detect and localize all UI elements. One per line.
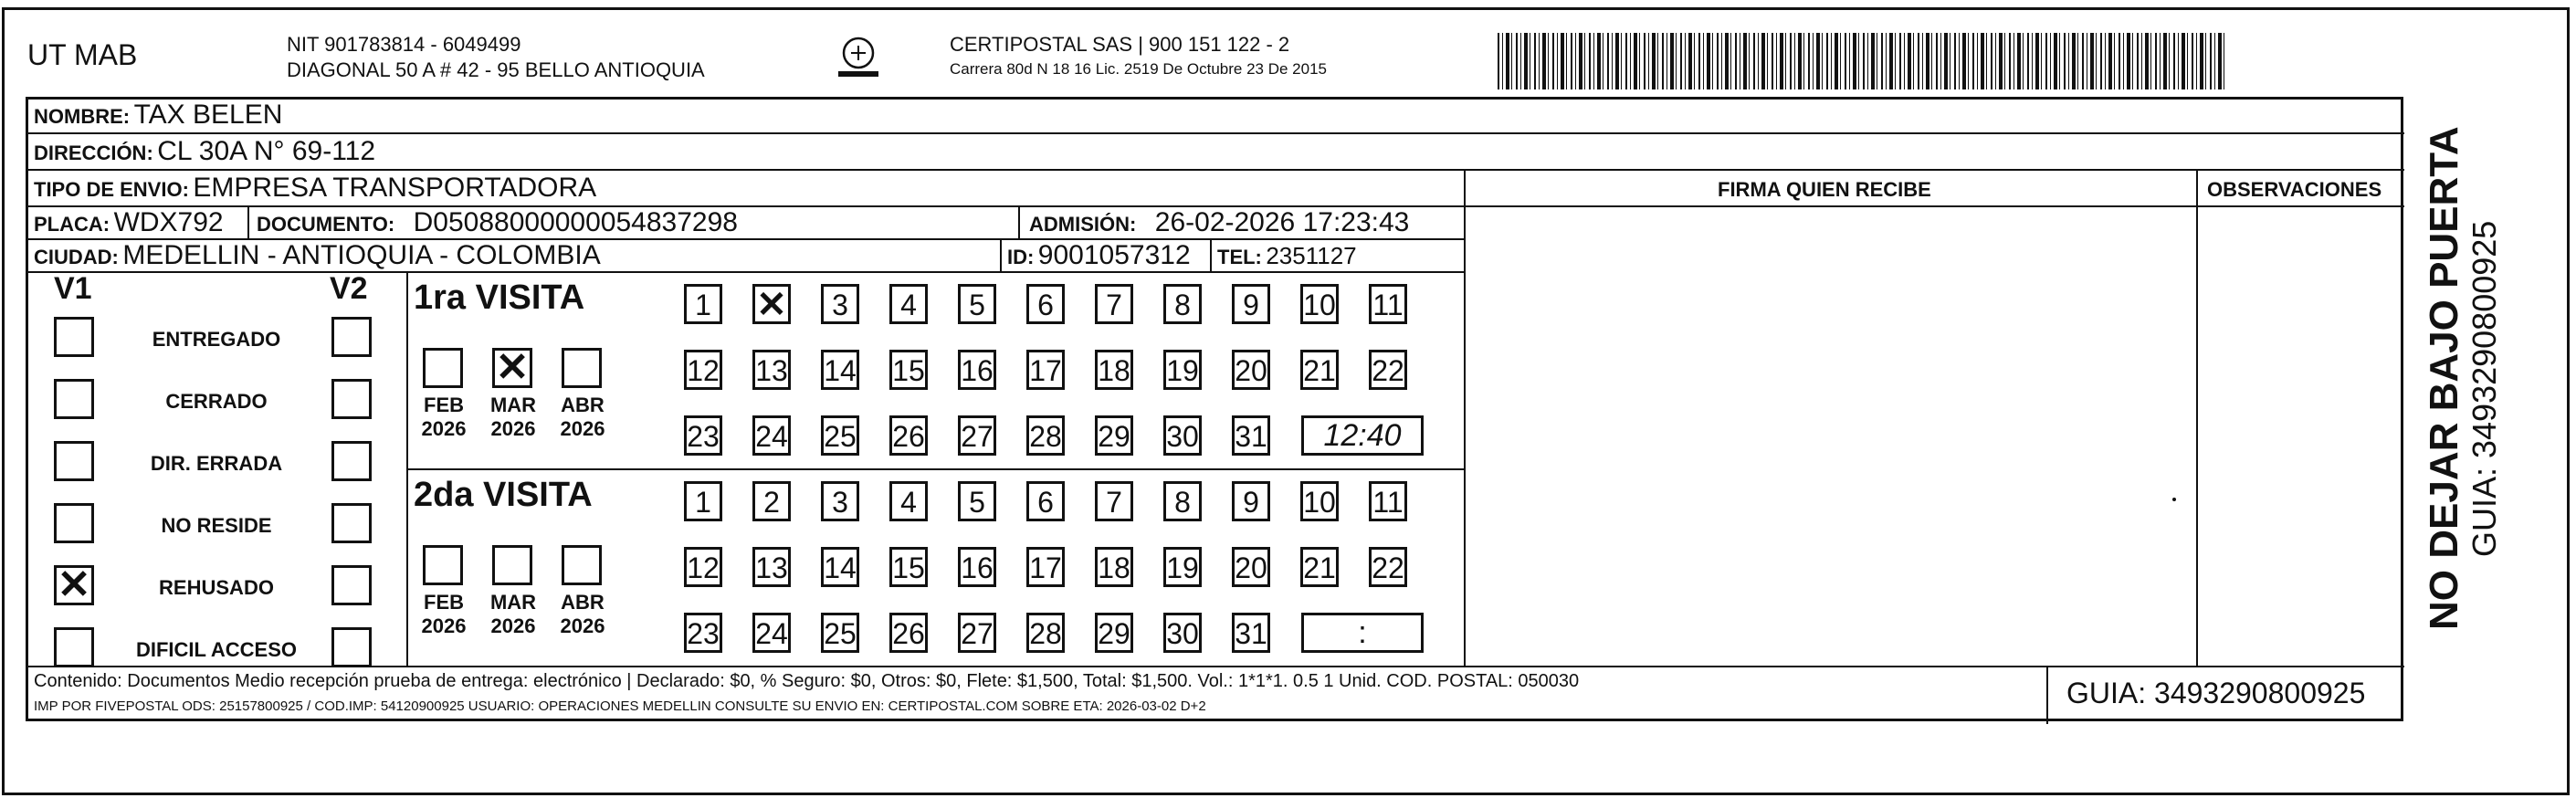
- first-visit-day-14[interactable]: 14: [821, 350, 859, 390]
- second-visit-month-label-abr: ABR 2026: [560, 591, 605, 637]
- second-visit-day-1[interactable]: 1: [684, 481, 722, 521]
- v2-checkbox-entregado[interactable]: [331, 317, 372, 357]
- first-visit-month-label-mar: MAR 2026: [489, 394, 537, 440]
- first-visit-day-26[interactable]: 26: [889, 415, 928, 456]
- first-visit-day-15[interactable]: 15: [889, 350, 928, 390]
- first-visit-day-2[interactable]: ✕: [752, 284, 791, 324]
- second-visit-day-26[interactable]: 26: [889, 613, 928, 653]
- second-visit-day-19[interactable]: 19: [1163, 547, 1202, 587]
- first-visit-day-3[interactable]: 3: [821, 284, 859, 324]
- second-visit-day-18[interactable]: 18: [1095, 547, 1133, 587]
- second-visit-day-21[interactable]: 21: [1300, 547, 1339, 587]
- second-visit-month-checkbox-mar[interactable]: [492, 545, 532, 585]
- second-visit-day-28[interactable]: 28: [1026, 613, 1065, 653]
- first-visit-month-checkbox-feb[interactable]: [423, 348, 463, 388]
- second-visit-day-10[interactable]: 10: [1300, 481, 1339, 521]
- second-visit-day-12[interactable]: 12: [684, 547, 722, 587]
- first-visit-month-checkbox-abr[interactable]: [562, 348, 602, 388]
- first-visit-day-11[interactable]: 11: [1369, 284, 1407, 324]
- first-visit-day-5[interactable]: 5: [958, 284, 996, 324]
- first-visit-day-31[interactable]: 31: [1232, 415, 1270, 456]
- status-label-rehusado: REHUSADO: [159, 576, 274, 599]
- second-visit-day-9[interactable]: 9: [1232, 481, 1270, 521]
- placa-label: PLACA:: [34, 213, 110, 236]
- status-label-dir-errada: DIR. ERRADA: [150, 452, 283, 475]
- first-visit-day-8[interactable]: 8: [1163, 284, 1202, 324]
- first-visit-title: 1ra VISITA: [414, 278, 585, 317]
- firma-label: FIRMA QUIEN RECIBE: [1718, 178, 1931, 201]
- observaciones-label: OBSERVACIONES: [2207, 178, 2382, 201]
- second-visit-month-checkbox-abr[interactable]: [562, 545, 602, 585]
- v1-checkbox-dir-errada[interactable]: [54, 441, 94, 481]
- direccion-value: CL 30A N° 69-112: [157, 136, 376, 166]
- second-visit-title: 2da VISITA: [414, 476, 593, 514]
- tipo-envio-label: TIPO DE ENVIO:: [34, 178, 189, 201]
- second-visit-day-3[interactable]: 3: [821, 481, 859, 521]
- second-visit-day-8[interactable]: 8: [1163, 481, 1202, 521]
- carrier-license: Carrera 80d N 18 16 Lic. 2519 De Octubre 23 De 2015: [950, 60, 1327, 78]
- first-visit-day-13[interactable]: 13: [752, 350, 791, 390]
- v1-checkbox-entregado[interactable]: [54, 317, 94, 357]
- delivery-form: [26, 97, 2403, 721]
- nombre-value: TAX BELEN: [133, 100, 283, 130]
- footer-guia: GUIA: 3493290800925: [2066, 677, 2366, 709]
- status-label-dificil-acceso: DIFICIL ACCESO: [135, 638, 297, 661]
- documento-label: DOCUMENTO:: [257, 213, 395, 236]
- second-visit-day-5[interactable]: 5: [958, 481, 996, 521]
- second-visit-day-6[interactable]: 6: [1026, 481, 1065, 521]
- carrier-name: CERTIPOSTAL SAS | 900 151 122 - 2: [950, 33, 1290, 56]
- first-visit-day-29[interactable]: 29: [1095, 415, 1133, 456]
- second-visit-day-14[interactable]: 14: [821, 547, 859, 587]
- second-visit-day-23[interactable]: 23: [684, 613, 722, 653]
- second-visit-day-31[interactable]: 31: [1232, 613, 1270, 653]
- second-visit-time-field[interactable]: :: [1301, 613, 1424, 653]
- second-visit-day-20[interactable]: 20: [1232, 547, 1270, 587]
- v1-header: V1: [54, 271, 92, 306]
- footer-content: Contenido: Documentos Medio recepción prueba de entrega: electrónico | Declarado: $0, % Seguro: $0, Otros: $0, Flete: $1,500, Total: $1,500. Vol.: 1*1*1. 0.5 1 Unid. COD. POSTAL: 050030: [34, 671, 1580, 691]
- second-visit-day-7[interactable]: 7: [1095, 481, 1133, 521]
- admision-value: 26-02-2026 17:23:43: [1154, 207, 1410, 237]
- first-visit-month-checkbox-mar[interactable]: ✕: [492, 348, 532, 388]
- second-visit-day-29[interactable]: 29: [1095, 613, 1133, 653]
- second-visit-day-27[interactable]: 27: [958, 613, 996, 653]
- first-visit-day-16[interactable]: 16: [958, 350, 996, 390]
- first-visit-time-field[interactable]: 12:40: [1301, 415, 1424, 456]
- second-visit-day-17[interactable]: 17: [1026, 547, 1065, 587]
- tipo-envio-value: EMPRESA TRANSPORTADORA: [193, 173, 597, 203]
- first-visit-day-28[interactable]: 28: [1026, 415, 1065, 456]
- first-visit-day-4[interactable]: 4: [889, 284, 928, 324]
- v2-checkbox-no-reside[interactable]: [331, 503, 372, 543]
- second-visit-day-24[interactable]: 24: [752, 613, 791, 653]
- side-warning: NO DEJAR BAJO PUERTA: [2422, 126, 2466, 630]
- v2-checkbox-dir-errada[interactable]: [331, 441, 372, 481]
- v1-checkbox-no-reside[interactable]: [54, 503, 94, 543]
- side-guia: GUIA: 3493290800925: [2466, 220, 2503, 557]
- first-visit-day-6[interactable]: 6: [1026, 284, 1065, 324]
- company-address: DIAGONAL 50 A # 42 - 95 BELLO ANTIOQUIA: [287, 58, 705, 81]
- second-visit-day-2[interactable]: 2: [752, 481, 791, 521]
- second-visit-month-checkbox-feb[interactable]: [423, 545, 463, 585]
- second-visit-day-13[interactable]: 13: [752, 547, 791, 587]
- ciudad-label: CIUDAD:: [34, 246, 119, 268]
- v2-checkbox-dificil-acceso[interactable]: [331, 627, 372, 667]
- first-visit-day-22[interactable]: 22: [1369, 350, 1407, 390]
- first-visit-day-17[interactable]: 17: [1026, 350, 1065, 390]
- company-name: UT MAB: [27, 38, 138, 71]
- footer-imp: IMP POR FIVEPOSTAL ODS: 25157800925 / COD.IMP: 54120900925 USUARIO: OPERACIONES MEDELLIN CONSULTE SU ENVIO EN: CERTIPOSTAL.COM SOBRE ETA: 2026-03-02 D+2: [34, 698, 1206, 714]
- second-visit-day-30[interactable]: 30: [1163, 613, 1202, 653]
- first-visit-day-21[interactable]: 21: [1300, 350, 1339, 390]
- first-visit-day-19[interactable]: 19: [1163, 350, 1202, 390]
- second-visit-month-label-mar: MAR 2026: [489, 591, 537, 637]
- first-visit-day-1[interactable]: 1: [684, 284, 722, 324]
- second-visit-day-4[interactable]: 4: [889, 481, 928, 521]
- first-visit-day-10[interactable]: 10: [1300, 284, 1339, 324]
- v2-checkbox-cerrado[interactable]: [331, 379, 372, 419]
- direccion-label: DIRECCIÓN:: [34, 142, 153, 164]
- admision-label: ADMISIÓN:: [1029, 213, 1137, 236]
- second-visit-day-16[interactable]: 16: [958, 547, 996, 587]
- v1-checkbox-cerrado[interactable]: [54, 379, 94, 419]
- second-visit-day-15[interactable]: 15: [889, 547, 928, 587]
- first-visit-day-18[interactable]: 18: [1095, 350, 1133, 390]
- first-visit-day-7[interactable]: 7: [1095, 284, 1133, 324]
- first-visit-month-label-abr: ABR 2026: [560, 394, 605, 440]
- nombre-label: NOMBRE:: [34, 105, 131, 128]
- first-visit-day-20[interactable]: 20: [1232, 350, 1270, 390]
- status-label-entregado: ENTREGADO: [152, 328, 281, 351]
- first-visit-day-9[interactable]: 9: [1232, 284, 1270, 324]
- certipostal-logo-icon: [833, 33, 884, 84]
- placa-value: WDX792: [113, 207, 224, 237]
- first-visit-day-25[interactable]: 25: [821, 415, 859, 456]
- documento-value: D05088000000054837298: [413, 207, 738, 237]
- first-visit-day-24[interactable]: 24: [752, 415, 791, 456]
- v2-header: V2: [330, 271, 368, 306]
- id-value: 9001057312: [1037, 240, 1191, 270]
- second-visit-day-25[interactable]: 25: [821, 613, 859, 653]
- v2-checkbox-rehusado[interactable]: [331, 565, 372, 605]
- first-visit-day-23[interactable]: 23: [684, 415, 722, 456]
- first-visit-month-label-feb: FEB 2026: [421, 394, 467, 440]
- first-visit-day-30[interactable]: 30: [1163, 415, 1202, 456]
- tel-label: TEL:: [1217, 246, 1262, 268]
- v1-checkbox-rehusado[interactable]: ✕: [54, 565, 94, 605]
- status-label-no-reside: NO RESIDE: [161, 514, 272, 537]
- ciudad-value: MEDELLIN - ANTIOQUIA - COLOMBIA: [122, 240, 601, 270]
- id-label: ID:: [1007, 246, 1035, 268]
- second-visit-month-label-feb: FEB 2026: [421, 591, 467, 637]
- barcode-image: [1498, 33, 2228, 89]
- second-visit-day-11[interactable]: 11: [1369, 481, 1407, 521]
- first-visit-day-27[interactable]: 27: [958, 415, 996, 456]
- status-label-cerrado: CERRADO: [165, 390, 268, 413]
- tel-value: 2351127: [1266, 242, 1357, 269]
- second-visit-day-22[interactable]: 22: [1369, 547, 1407, 587]
- company-nit: NIT 901783814 - 6049499: [287, 33, 521, 56]
- signature-mark: [2172, 498, 2176, 501]
- first-visit-day-12[interactable]: 12: [684, 350, 722, 390]
- v1-checkbox-dificil-acceso[interactable]: [54, 627, 94, 667]
